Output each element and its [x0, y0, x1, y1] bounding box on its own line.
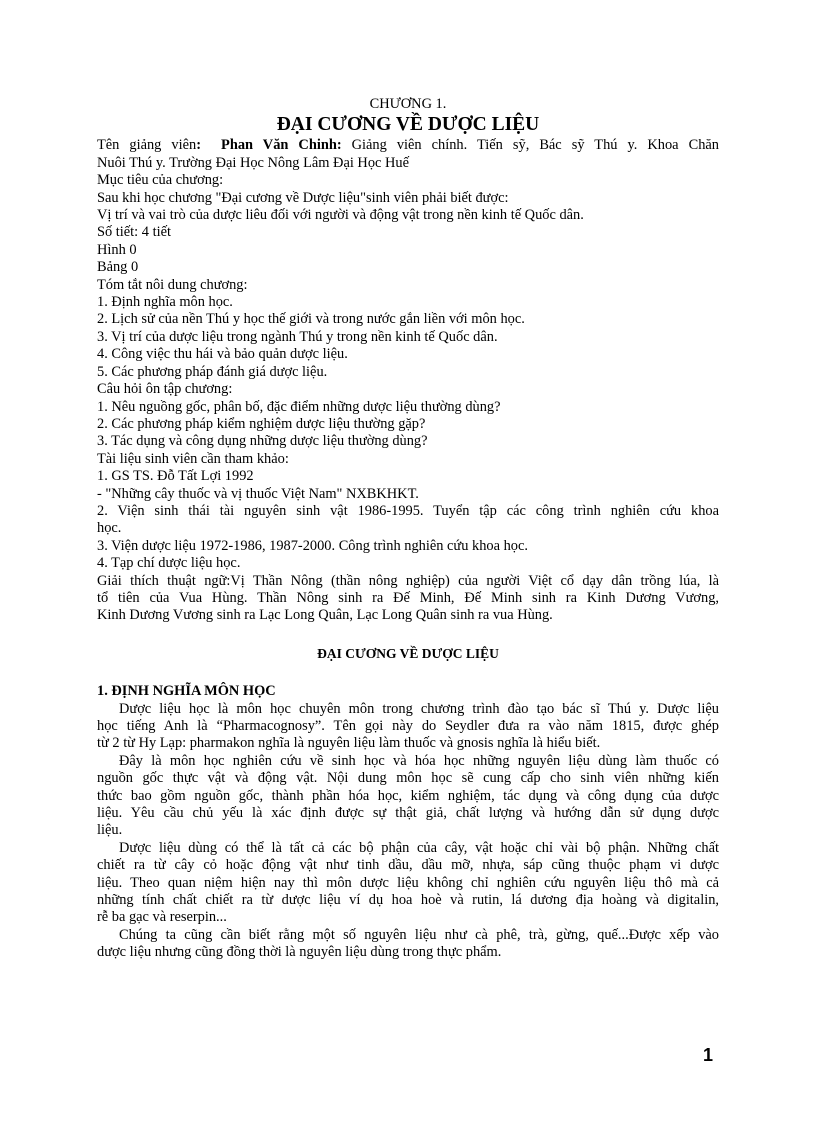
reference-item: - "Những cây thuốc và vị thuốc Việt Nam" NXBKHKT. — [97, 485, 419, 502]
summary-item: 3. Vị trí của dược liệu trong ngành Thú y trong nền kinh tế Quốc dân. — [97, 328, 498, 345]
goals-line: Vị trí và vai trò của dược liêu đối với người và động vật trong nền kinh tế Quốc dân. — [97, 207, 584, 224]
glossary-line: Kinh Dương Vương sinh ra Lạc Long Quân, Lạc Long Quân sinh ra vua Hùng. — [97, 607, 553, 624]
summary-item: 4. Công việc thu hái và bảo quản dược liệu. — [97, 346, 348, 363]
lecturer-role: Giảng viên chính. Tiến sỹ, Bác sỹ Thú y. Khoa Chăn — [341, 137, 719, 154]
paragraph-line: thức bao gồm nguồn gốc, thành phần hóa học, kiểm nghiệm, tác dụng và công dụng của dược — [97, 787, 719, 804]
lecturer-name: Phan Văn Chinh: — [221, 137, 342, 154]
glossary-line: tổ tiên của Vua Hùng. Thần Nông sinh ra Đế Minh, Đế Minh sinh ra Kinh Dương Vương, — [97, 589, 719, 606]
summary-heading: Tóm tắt nôi dung chương: — [97, 276, 248, 293]
paragraph-line: học tiếng Anh là “Pharmacognosy”. Tên gọi này do Seydler đưa ra vào năm 1815, được ghép — [97, 718, 719, 734]
paragraph-line: từ 2 từ Hy Lạp: pharmakon nghĩa là nguyên liệu làm thuốc và gnosis nghĩa là hiểu biết. — [97, 735, 601, 752]
reference-item: 3. Viện dược liệu 1972-1986, 1987-2000. Công trình nghiên cứu khoa học. — [97, 537, 528, 554]
paragraph-line: Đây là môn học nghiên cứu về sinh học và hóa học những nguyên liệu dùng làm thuốc có — [119, 752, 719, 769]
goals-heading: Mục tiêu của chương: — [97, 172, 224, 189]
goals-line: Sau khi học chương "Đại cương về Dược liệu"sinh viên phải biết được: — [97, 189, 509, 206]
subsection-heading: 1. ĐỊNH NGHĨA MÔN HỌC — [97, 683, 276, 700]
paragraph-line: những tính chất chiết ra từ dược liệu ví dụ hoa hoè và rutin, lá dương địa hoàng và digitalin, — [97, 892, 719, 909]
lecturer-line — [97, 137, 719, 154]
lecturer-affiliation: Nuôi Thú y. Trường Đại Học Nông Lâm Đại Học Huế — [97, 154, 409, 171]
question-item: 3. Tác dụng và công dụng những dược liệu thường dùng? — [97, 433, 428, 450]
question-item: 1. Nêu nguồng gốc, phân bố, đặc điểm những dược liệu thường dùng? — [97, 398, 501, 415]
summary-item: 1. Định nghĩa môn học. — [97, 294, 233, 311]
paragraph-line: Dược liệu học là môn học chuyên môn trong chương trình đào tạo bác sĩ Thú y. Dược liệu — [119, 700, 719, 717]
paragraph-line: liệu. Theo quan niệm hiện nay thì môn dược liệu không chỉ nghiên cứu nguyên liệu thô mà cả — [97, 874, 719, 891]
page-number: 1 — [703, 1045, 714, 1065]
questions-heading: Câu hỏi ôn tập chương: — [97, 381, 233, 398]
summary-item: 5. Các phương pháp đánh giá dược liệu. — [97, 363, 328, 380]
paragraph-line: chiết ra từ cây cỏ hoặc động vật như tinh dầu, dầu mỡ, nhựa, sáp cũng thuộc phạm vi dược — [97, 857, 719, 874]
reference-item-continued: học. — [97, 520, 122, 537]
figure-count: Hình 0 — [97, 241, 137, 258]
reference-item: 4. Tạp chí dược liệu học. — [97, 555, 241, 572]
summary-item: 2. Lịch sử của nền Thú y học thế giới và trong nước gắn liền với môn học. — [97, 311, 525, 328]
paragraph-line: nguồn gốc thực vật và động vật. Nội dung môn học sẽ cung cấp cho sinh viên những kiến — [97, 770, 719, 787]
section-heading: ĐẠI CƯƠNG VỀ DƯỢC LIỆU — [317, 645, 499, 661]
question-item: 2. Các phương pháp kiểm nghiệm dược liệu thường gặp? — [97, 415, 426, 432]
table-count: Bảng 0 — [97, 259, 139, 276]
paragraph-line: liệu. — [97, 822, 123, 839]
paragraph-line: dược liệu nhưng cũng đồng thời là nguyên liệu dùng trong thực phẩm. — [97, 944, 502, 961]
lecturer-prefix: Tên giảng viên — [97, 137, 197, 154]
reference-item: 2. Viện sinh thái tài nguyên sinh vật 1986-1995. Tuyển tập các công trình nghiên cứu khoa — [97, 502, 719, 519]
paragraph-line: Dược liệu dùng có thể là tất cả các bộ phận của cây, vật hoặc chỉ vài bộ phận. Những chất — [119, 839, 719, 856]
glossary-line: Giải thích thuật ngữ:Vị Thần Nông (thần nông nghiệp) của người Việt cổ dạy dân trồng lúa, là — [97, 572, 719, 589]
references-heading: Tài liệu sinh viên cần tham khảo: — [97, 450, 289, 467]
paragraph-line: liệu. Yêu cầu chủ yếu là xác định được sự thật giả, chất lượng và hướng dẫn sử dụng dược — [97, 805, 719, 822]
page-content — [97, 96, 719, 962]
lecturer-colon: : — [196, 137, 201, 154]
paragraph-line: Chúng ta cũng cần biết rằng một số nguyên liệu như cà phê, trà, gừng, quế...Được xếp vào — [119, 926, 719, 943]
periods: Số tiết: 4 tiết — [97, 224, 171, 241]
paragraph-line: rễ ba gạc và reserpin... — [97, 909, 227, 926]
chapter-title: ĐẠI CƯƠNG VỀ DƯỢC LIỆU — [276, 114, 540, 136]
chapter-label: CHƯƠNG 1. — [369, 96, 447, 112]
reference-item: 1. GS TS. Đỗ Tất Lợi 1992 — [97, 468, 254, 485]
